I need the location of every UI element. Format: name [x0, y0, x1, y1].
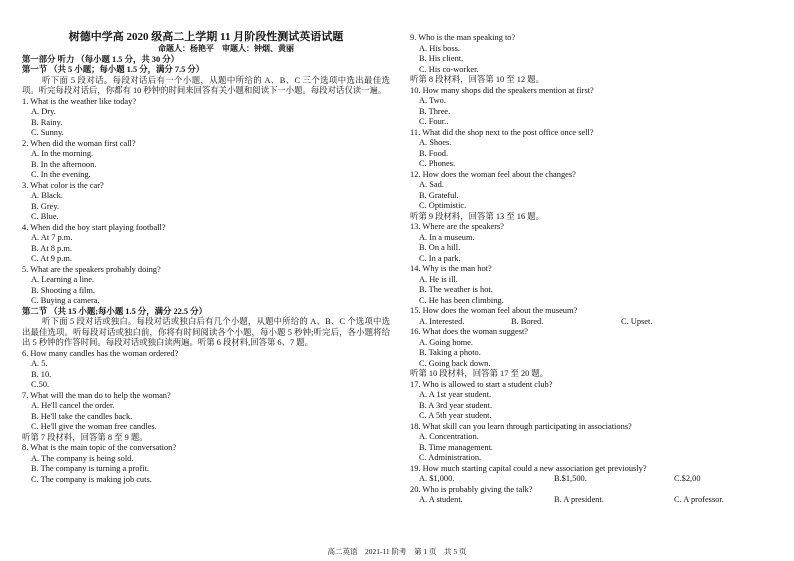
answer-option: C. Administration.	[419, 453, 482, 462]
answer-option: C. The company is making job cuts.	[31, 474, 152, 484]
answer-option-row	[410, 317, 778, 328]
answer-option: B. On a hill.	[419, 243, 461, 252]
answer-option: C. Sunny.	[31, 128, 64, 137]
part1-heading: 第一部分 听力 （每小题 1.5 分，共 30 分）	[22, 54, 180, 64]
answer-option: A. Sad.	[419, 180, 444, 189]
answer-option: B. Food.	[419, 148, 449, 158]
answer-option: C. Blue.	[31, 212, 59, 221]
answer-option: C. He has been climbing.	[419, 295, 504, 305]
question-stem: 8. What is the main topic of the conversation?	[22, 443, 177, 452]
answer-option: C. A 5th year student.	[419, 411, 492, 420]
answer-option: B. He'll take the candles back.	[31, 411, 133, 421]
answer-option: C. His co-worker.	[419, 64, 479, 74]
answer-option: B. Grateful.	[419, 190, 459, 200]
answer-option: B. Three.	[419, 106, 451, 116]
question-stem: 16. What does the woman suggest?	[410, 327, 529, 336]
answer-option-row	[410, 495, 778, 506]
questions-9-20	[410, 33, 778, 506]
page-footer: 高二英语 2021-11 阶考 第 1 页 共 5 页	[327, 547, 467, 556]
answer-option: A. At 7 p.m.	[31, 233, 73, 242]
question-stem: 1. What is the weather like today?	[22, 96, 137, 106]
answer-option: A. Interested.	[419, 316, 465, 326]
left-column	[22, 0, 390, 485]
question-stem: 9. Who is the man speaking to?	[410, 33, 516, 42]
questions-1-5	[22, 97, 390, 307]
answer-option: A. Learning a line.	[31, 275, 95, 284]
question-stem: 18. What skill can you learn through participating in associations?	[410, 421, 632, 431]
question-stem: 15. How does the woman feel about the museum?	[410, 306, 578, 315]
answer-option: C. In a park.	[419, 253, 461, 263]
section2-heading: 第二节 （共 15 小题;每小题 1.5 分，满分 22.5 分）	[22, 306, 207, 316]
question-stem: 20. Who is probably giving the talk?	[410, 484, 533, 494]
answer-option: A. Shoes.	[419, 138, 452, 147]
answer-option: A. 5.	[31, 359, 48, 368]
answer-option: C. Optimistic.	[419, 201, 467, 210]
answer-option: B. In the afternoon.	[31, 159, 97, 169]
answer-option: A. Concentration.	[419, 432, 479, 441]
answer-option: A. $1,000.	[419, 474, 455, 483]
answer-option: B. A 3rd year student.	[419, 400, 493, 410]
answer-option: C. Going back down.	[419, 358, 491, 368]
answer-option: A. A 1st year student.	[419, 390, 492, 399]
question-stem: 7. What will the man do to help the woman?	[22, 390, 171, 400]
question-stem: 3. What color is the car?	[22, 180, 104, 190]
question-stem: 2. When did the woman first call?	[22, 138, 136, 148]
answer-option: B. At 8 p.m.	[31, 243, 72, 253]
question-stem: 12. How does the woman feel about the changes?	[410, 169, 576, 179]
answer-option: B.$1,500.	[554, 474, 587, 483]
answer-option: B. His client.	[419, 54, 464, 63]
answer-option: A. His boss.	[419, 43, 460, 53]
answer-option: C.50.	[31, 380, 50, 389]
section-note: 听第 8 段材料，回答第 10 至 12 题。	[410, 75, 544, 84]
answer-option: A. In the morning.	[31, 149, 94, 158]
question-stem: 13. Where are the speakers?	[410, 222, 505, 231]
answer-option: A. He is ill.	[419, 274, 458, 284]
section-note: 听第 7 段材料，回答第 8 至 9 题。	[22, 432, 148, 442]
question-stem: 17. Who is allowed to start a student club?	[410, 379, 553, 389]
answer-option: C. Four..	[419, 117, 449, 126]
exam-authors: 命题人：杨艳平 审题人：钟烟、黄丽	[158, 44, 294, 53]
answer-option: B. Time management.	[419, 442, 493, 452]
exam-title: 树德中学高 2020 级高二上学期 11 月阶段性测试英语试题	[68, 31, 344, 43]
answer-option: C. Upset.	[621, 316, 653, 326]
question-stem: 10. How many shops did the speakers mention at first?	[410, 85, 594, 95]
answer-option: B. A president.	[554, 495, 604, 504]
question-stem: 14. Why is the man hot?	[410, 264, 492, 273]
right-column	[410, 33, 778, 506]
answer-option: A. In a museum.	[419, 232, 475, 242]
question-stem: 11. What did the shop next to the post office once sell?	[410, 127, 594, 137]
answer-option: B. Bored.	[511, 316, 544, 326]
answer-option: C. A professor.	[674, 495, 724, 504]
section-note: 听第 9 段材料，回答第 13 至 16 题。	[410, 211, 544, 221]
answer-option: A. Two.	[419, 96, 446, 105]
answer-option: C. He'll give the woman free candles.	[31, 422, 157, 431]
answer-option: B. Taking a photo.	[419, 348, 481, 357]
answer-option: A. Dry.	[31, 107, 56, 116]
question-stem: 19. How much starting capital could a new association get previously?	[410, 463, 647, 473]
answer-option: C.$2,00	[674, 474, 701, 483]
answer-option: A. Going home.	[419, 337, 473, 347]
answer-option: B. 10.	[31, 369, 52, 379]
answer-option: B. Rainy.	[31, 117, 63, 127]
answer-option: C. Buying a camera.	[31, 296, 100, 305]
answer-option: B. The weather is hot.	[419, 285, 493, 294]
questions-6-8	[22, 349, 390, 486]
section1-heading: 第一节 （共 5 小题；每小题 1.5 分，满分 7.5 分）	[22, 65, 205, 74]
section2-intro: 听下面 5 段对话或独白。每段对话或独白后有几个小题，从题中所给的 A、B、C 个选项中选出最佳选项。听每段对话或独白前，你将有时间阅读各个小题，每小题 5 秒钟;听完后，各小题将给出 5 秒钟的作答时间。每段对话或独白读两遍。听第 6 段材料,回答第 6、7 题。	[22, 317, 390, 347]
answer-option-row	[410, 474, 778, 485]
question-stem: 4. When did the boy start playing football?	[22, 222, 166, 232]
question-stem: 5. What are the speakers probably doing?	[22, 264, 161, 274]
answer-option: A. A student.	[419, 495, 463, 504]
answer-option: B. Grey.	[31, 201, 60, 211]
answer-option: C. Phones.	[419, 159, 456, 168]
answer-option: A. The company is being sold.	[31, 453, 134, 463]
section-note: 听第 10 段材料，回答第 17 至 20 题。	[410, 369, 549, 378]
question-stem: 6. How many candles has the woman ordered?	[22, 348, 179, 358]
answer-option: C. In the evening.	[31, 170, 91, 179]
answer-option: A. He'll cancel the order.	[31, 401, 115, 410]
answer-option: B. The company is turning a profit.	[31, 464, 150, 473]
answer-option: A. Black.	[31, 191, 63, 200]
section1-intro: 听下面 5 段对话。每段对话后有一个小题，从题中所给的 A、B、C 三个选项中选出最佳选项。听完每段对话后，你都有 10 秒钟的时间来回答有关小题和阅读下一小题。每段对话仅读一遍。	[22, 75, 390, 95]
answer-option: B. Shooting a film.	[31, 285, 95, 295]
answer-option: C. At 9 p.m.	[31, 254, 72, 263]
